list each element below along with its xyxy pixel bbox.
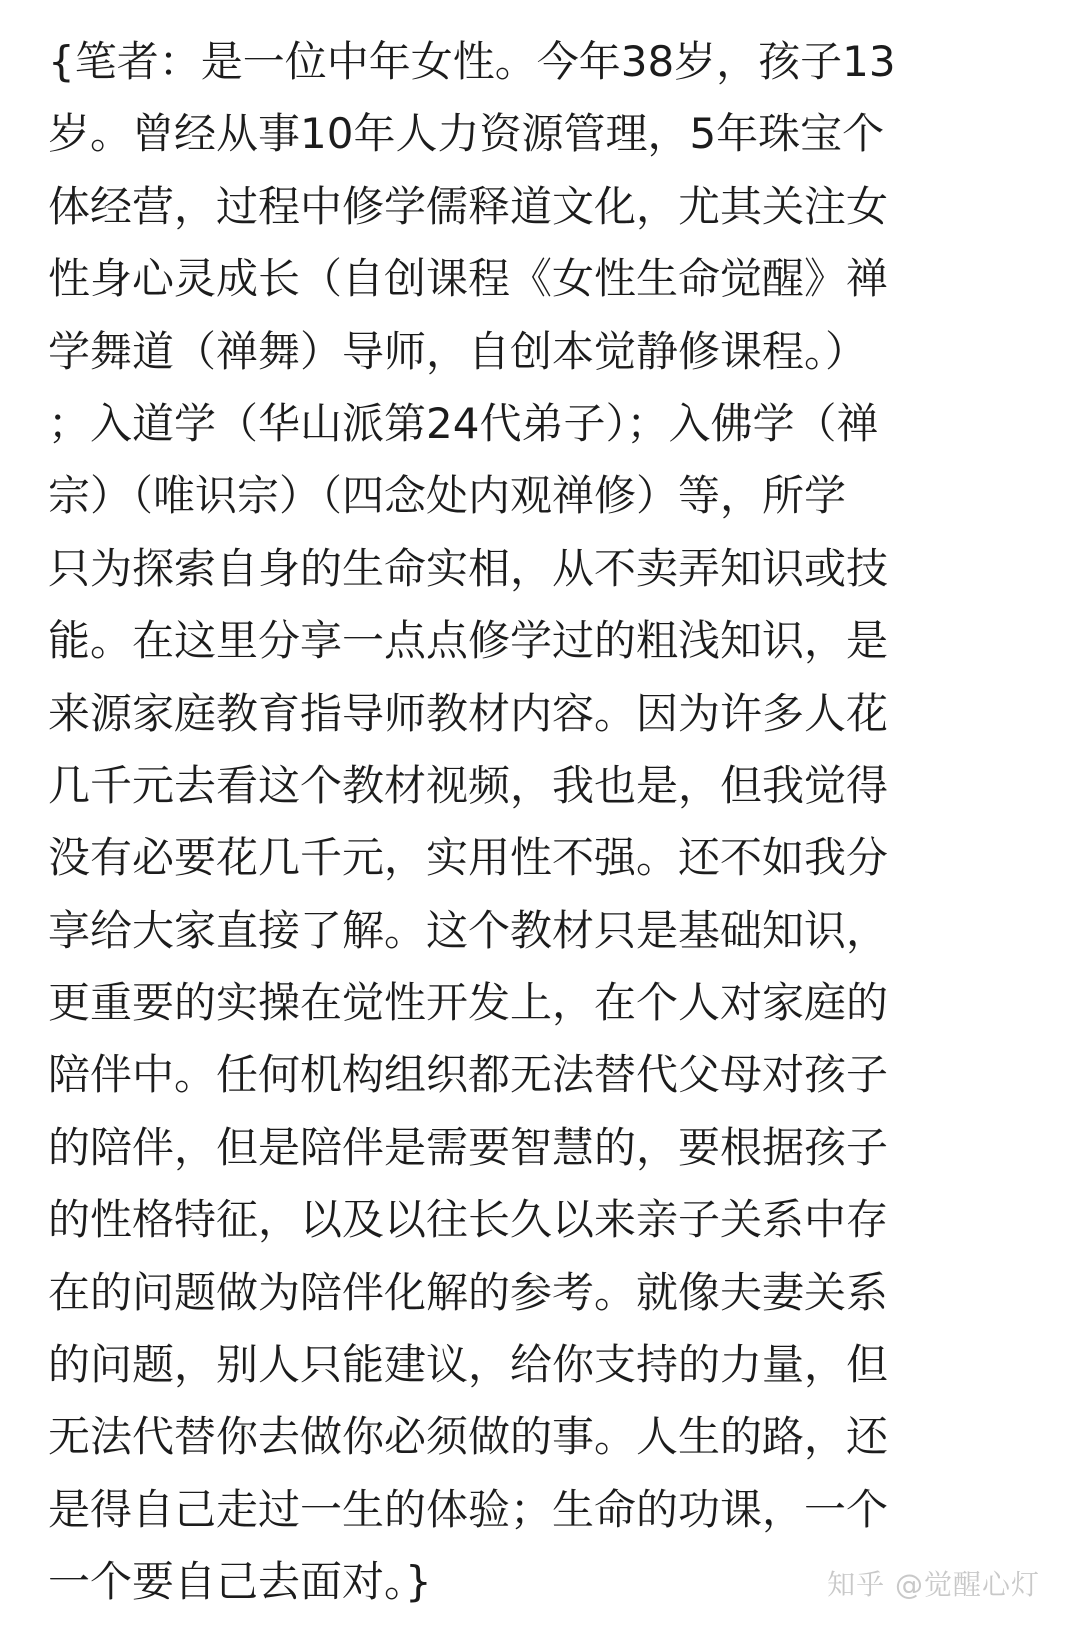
text-line: 的问题，别人只能建议，给你支持的力量，但 — [48, 1340, 889, 1390]
text-line: 无法代替你去做你必须做的事。人生的路，还 — [48, 1412, 889, 1462]
text-line: 没有必要花几千元，实用性不强。还不如我分 — [48, 833, 889, 883]
text-line: 更重要的实操在觉性开发上，在个人对家庭的 — [48, 978, 889, 1028]
text-line: 的性格特征，以及以往长久以来亲子关系中存 — [48, 1195, 889, 1245]
text-line: 性身心灵成长（自创课程《女性生命觉醒》禅 — [48, 254, 889, 304]
text-line: 的陪伴，但是陪伴是需要智慧的，要根据孩子 — [48, 1122, 889, 1172]
text-line: 学舞道（禅舞）导师，自创本觉静修课程。） — [48, 326, 868, 376]
text-line: 岁。曾经从事10年人力资源管理，5年珠宝个 — [48, 109, 885, 159]
text-line: 享给大家直接了解。这个教材只是基础知识， — [48, 905, 889, 955]
text-line: 是得自己走过一生的体验；生命的功课，一个 — [48, 1484, 889, 1534]
text-line: 来源家庭教育指导师教材内容。因为许多人花 — [48, 688, 889, 738]
text-line: 宗）（唯识宗）（四念处内观禅修）等，所学 — [48, 471, 847, 521]
text-line: 在的问题做为陪伴化解的参考。就像夫妻关系 — [48, 1267, 889, 1317]
article-body — [48, 26, 988, 1619]
text-line: {笔者：是一位中年女性。今年38岁，孩子13 — [48, 37, 896, 86]
text-line: 能。在这里分享一点点修学过的粗浅知识，是 — [48, 616, 889, 666]
text-line: 几千元去看这个教材视频，我也是，但我觉得 — [48, 760, 889, 810]
zhihu-watermark: 知乎 @觉醒心灯 — [827, 1568, 1040, 1601]
text-line: 一个要自己去面对。} — [48, 1557, 432, 1607]
text-line: 陪伴中。任何机构组织都无法替代父母对孩子 — [48, 1050, 889, 1100]
text-line: 体经营，过程中修学儒释道文化，尤其关注女 — [48, 181, 889, 231]
text-line: ；入道学（华山派第24代弟子）；入佛学（禅 — [48, 398, 879, 448]
text-line: 只为探索自身的生命实相，从不卖弄知识或技 — [48, 543, 889, 593]
